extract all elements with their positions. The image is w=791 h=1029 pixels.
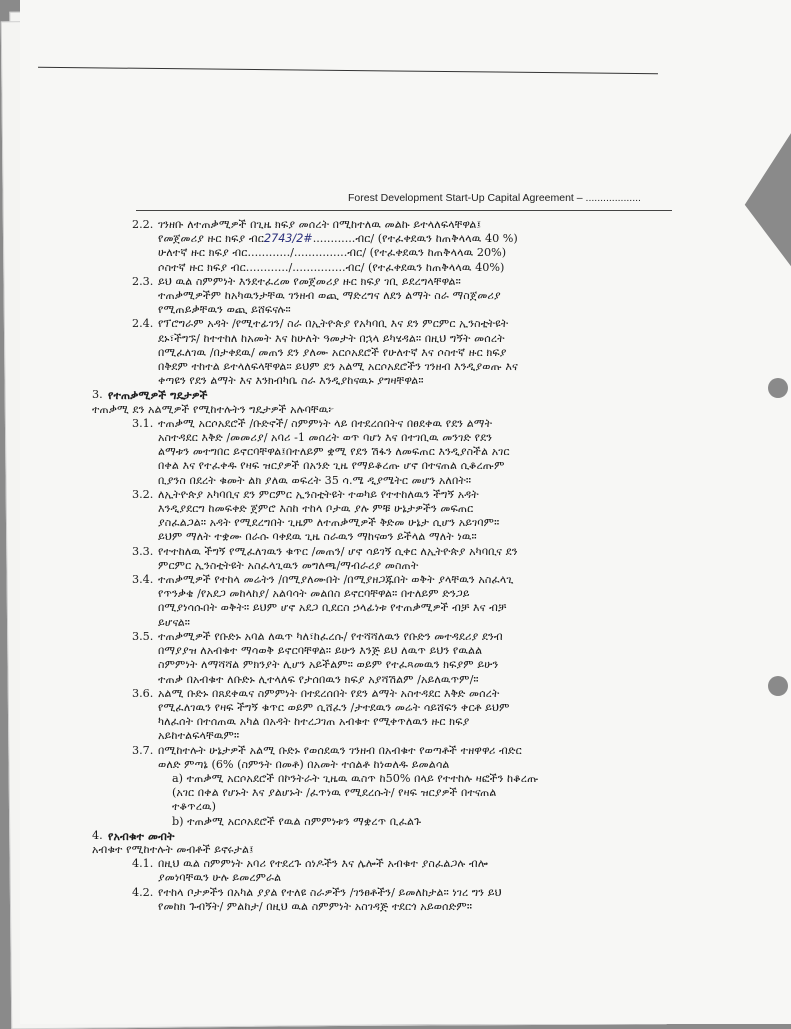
clause-line: ሶስተኛ ዙር ክፍያ ብር............/...............ብር/ (የተፈቀደዉን ከጠቅላላዉ 40%) <box>158 260 505 274</box>
clause-line: የተተከለዉ ችግኝ የሚፈለገዉን ቁጥር /መጠን/ ሆኖ ሳይገኝ ሲቀር ለኢትዮጵያ አካባቢና ደን <box>158 544 518 558</box>
clause-line: አይከተልፍላቸዉም። <box>158 729 240 743</box>
clause-line: ልማቱን መተግበር ይኖርባቸዋል፤በተለይም ቋሚ የደን ሽፋን ለመፍጠር እንዲያስችል አገር <box>158 445 510 459</box>
clause-line: የተከላ ቦታዎችን በአካል ያያል የተለዩ ስራዎችን /ገንፀቶችን/ ይመለከታል። ነገረ ግን ይህ <box>158 885 502 899</box>
clause-number: 3.3. <box>132 544 154 558</box>
clause-number: 3.7. <box>132 743 154 757</box>
clause-line: የሚጠይቃቸዉን ወጪ ይሸፍናሉ። <box>158 303 291 317</box>
clause-line: a) ተጠቃሚ አርሶአደሮች በኮንትራት ጊዜዉ ዉስጥ ከ50% በላይ የተተከሉ ዛፎችን ከቆረጡ <box>172 771 539 785</box>
clause <box>132 417 682 488</box>
clause-line: ይህም ማለት ተቋሙ በራሱ ባቀደዉ ጊዜ ስራዉን ማከናወን ይችላል ማለት ነዉ። <box>158 530 477 544</box>
clause <box>132 886 682 914</box>
clause-line: የመከክ ጉብኝት/ ምልከታ/ በዚህ ዉል ስምምነት አስገዳጅ ተደርጎ አይወሰድም። <box>158 899 473 913</box>
clause-line: የመጀመሪያ ዙር ክፍያ ብር2743/2#............ብር/ (የተፈቀደዉን ከጠቅላላዉ 40 %) <box>158 232 518 246</box>
clause-line: በሚያነሳሱበት ወቅት። ይህም ሆኖ አደጋ ቢደርስ ኃላፊነቱ የተጠቃሚዎች ብቻ እና ብቻ <box>158 601 507 615</box>
clause <box>132 275 682 318</box>
clause-number: 2.3. <box>132 274 154 288</box>
header-rule <box>136 210 672 211</box>
clause <box>132 545 682 573</box>
clause-line: b) ተጠቃሚ አርሶአደሮች የዉል ስምምነቱን ማቋረጥ ቢፈልጉ <box>172 814 422 828</box>
clause-number: 4.1. <box>132 857 154 871</box>
clause-line: ያመነባቸዉን ሁሉ ይመረምራል <box>158 871 282 885</box>
clause-line: የፕሮግራም አዳት /የሚተፊገን/ ስራ በኢትዮጵያ የአካባቢ እና ደን ምርምር ኢንስቲትዩት <box>158 317 509 331</box>
clause-line: ሁለተኛ ዙር ክፍያ ብር............/...............ብር/ (የተፈቀደዉን ከጠቅላላዉ 20%) <box>158 246 507 260</box>
clause-line: አስተዳደር እቅድ /መመሪያ/ አባሪ -1 መሰረት ወጥ ባሆነ እና በተገቢዉ መንገድ የደን <box>158 431 493 445</box>
clause-line: ምርምር ኢንስቲትዩት አስፈላጊዉን መግለጫ/ማብራሪያ መስጠት <box>158 558 419 572</box>
clause-line: ስምምነት ለማሻሻል ምክንያት ሊሆን አይችልም። ወይም የተፈጻመዉን ክፍያም ይሁን <box>158 658 499 672</box>
punch-hole <box>768 676 788 696</box>
clause-number: 4. <box>92 828 103 842</box>
clause-number: 3.6. <box>132 686 154 700</box>
clause-number: 3. <box>92 388 103 402</box>
clause-line: በቀል እና የተፈቀዱ የዛፍ ዝርያዎች በአንድ ጊዜ የማይቆረጡ ሆኖ በተናጠል ሲቆረጡም <box>158 459 505 473</box>
clause <box>132 857 682 885</box>
clause-line: ደኑ፣ችግኙ/ ከተተከለ ከአመት እና ከሁለት ዓመታት በኋላ ይካሄዳል። በዚህ ግኝት መሰረት <box>158 331 505 345</box>
clause <box>92 403 682 417</box>
clause-line: ቀጣዩን የደን ልማት እና እንክብካቤ ስራ እንዲያከናዉኑ ያግዛቸዋል። <box>158 374 424 388</box>
clause-line: (አገር በቀል የሆኑት እና ያልሆኑት /ፈጥነዉ የሚደረሱት/ የዛፍ ዝርያዎች በተናጠል <box>172 786 497 800</box>
clause <box>132 772 682 829</box>
clause-number: 2.4. <box>132 317 154 331</box>
clause-line: ተጠቃሚ ደን አልሚዎች የሚከተሉትን ግዴታዎች አሉባቸዉ፦ <box>92 402 335 416</box>
clause-line: ይሆናል። <box>158 615 191 629</box>
clause-line: የተጠቃሚዎች ግዴታዎች <box>108 388 208 403</box>
clause-line: ቢያንስ በደረት ቁመት ልክ ያለዉ ወፍረት 35 ሳ.ሜ ዲያሜትር መሆን አለበት። <box>158 473 472 487</box>
clause <box>132 573 682 630</box>
clause-line: እንዲያደርግ ከመፍቀድ ጀምሮ እስከ ተከላ ቦታዉ ያሉ ምቹ ሁኔታዎችን መፍጠር <box>158 502 474 516</box>
clause-line: በሚፈለገዉ /በታቀደዉ/ መጠን ደን ያለሙ አርሶአደሮች የሁለተኛ እና ሶስተኛ ዙር ክፍያ <box>158 345 507 359</box>
clause-number: 3.1. <box>132 416 154 430</box>
clause-line: አብቁተ የሚከተሉት መብቶች ይኖሩታል፤ <box>92 842 254 856</box>
section-heading <box>92 388 682 402</box>
clause-line: ገንዘቡ ለተጠቃሚዎች በጊዜ ክፍያ መሰረት በሚከተለዉ መልኩ ይተላለፍላቸዋል፤ <box>158 218 482 231</box>
clause <box>132 218 682 275</box>
clause-number: 3.5. <box>132 629 154 643</box>
clause <box>132 744 682 772</box>
clause-line: ተጠቃሚዎችም ከአካዉንታቸዉ ገንዘብ ወጪ ማድረግና ለደን ልማት ስራ ማስጀመሪያ <box>158 289 501 303</box>
clause-line: በቅደም ተከተል ይተላለፍላቸዋል። ይህም ደን አልሚ አርሶአደሮችን ገንዘብ እንዲያወጡ እና <box>158 360 518 374</box>
clause-line: ተጠቃ በአብቁተ ለቡድኑ ሊተላለፍ የታሰበዉን ክፍያ አያሻሽልም /አይለዉጥም/። <box>158 672 479 686</box>
clause-line: ተቆጥረዉ) <box>172 800 217 814</box>
clause <box>92 843 682 857</box>
clause-line: ያስፈልጋል። አዳት የሚደረግበት ጊዜም ለተጠቃሚዎች ቅድመ ሁኔታ ሲሆን አይገባም። <box>158 516 500 530</box>
clause-line: የጥንቃቄ /የአደጋ መከላከያ/ አልባሳት መልበስ ይኖርባቸዋል። በተለይም ድንጋይ <box>158 587 470 601</box>
clause-line: የአብቁተ መብት <box>108 828 175 843</box>
clause <box>132 630 682 687</box>
clause-number: 3.4. <box>132 573 154 587</box>
section-heading <box>92 829 682 843</box>
clause <box>132 687 682 744</box>
clause-line: ተጠቃሚዎች የተከላ መሬትን /በሚያለሙበት /በሚያዘጋጁበት ወቅት ያላቸዉን አስፈላጊ <box>158 573 514 587</box>
clause <box>132 488 682 545</box>
clause-line: ለኢትዮጵያ አካባቢና ደን ምርምር ኢንስቲትዩት ተወካይ የተተከለዉን ችግኝ አዳት <box>158 487 479 501</box>
clause-line: የሚፈለገዉን የዛፍ ችግኝ ቁጥር ወይም ሲሸፈን /ታተደዉን መሬት ሳይሸፍን ቀርቶ ይህም <box>158 700 510 714</box>
clause-line: ወለድ ምጣኔ (6% (ስምንት በመቶ) በአመት ተሰልቶ ከነወለዱ ይመልሳል <box>158 757 450 771</box>
clause-line: በሚከተሉት ሁኔታዎች አልሚ ቡድኑ የወሰደዉን ገንዘብ በአብቁተ የወጣቶች ተዘዋዋሪ ብድር <box>158 743 522 757</box>
clause-line: ተጠቃሚዎች የቡድኑ አባል ለዉጥ ካለ፣ከፈረሱ/ የተሻሻለዉን የቡድን መተዳደሪያ ደንብ <box>158 629 503 643</box>
agreement-body <box>92 218 682 914</box>
clause-line: አልሚ ቡድኑ በጸደቀዉና ስምምነት በተደረሰበት የደን ልማት አስተዳደር እቅድ መሰረት <box>158 686 500 700</box>
clause-number: 2.2. <box>132 218 154 231</box>
clause-line: በዚህ ዉል ስምምነት አባሪ የተደረጉ ሰነዶችን እና ሌሎች አብቁተ ያስፈልጋሉ ብሎ <box>158 857 488 871</box>
clause-line: ካለፈሰት በተሰጠዉ አካል በአዳት ከተረጋገጠ አብቁተ የሚቀጥለዉን ዙር ክፍያ <box>158 715 470 729</box>
page-header: Forest Development Start-Up Capital Agreement – ................... <box>348 192 641 204</box>
clause-line: ተጠቃሚ አርሶአደሮች /ቡድኖች/ ስምምነት ላይ በተደረሰበትና በፀደቀዉ የደን ልማት <box>158 416 493 430</box>
punch-hole <box>768 378 788 398</box>
clause-line: በማያያዝ ለአብቁተ ማሳወቅ ይኖርባቸዋል። ይሁን እንጅ ይህ ለዉጥ ይህን የዉልል <box>158 644 483 658</box>
handwritten-amount: 2743/2# <box>263 232 313 246</box>
clause <box>132 317 682 388</box>
clause-number <box>132 772 158 829</box>
clause-number: 3.2. <box>132 487 154 501</box>
clause-number: 4.2. <box>132 885 154 899</box>
clause-line: ይህ ዉል ስምምነት እንደተፈረመ የመጀመሪያ ዙር ክፍያ ገቢ ይደረግላቸዋል። <box>158 274 461 288</box>
